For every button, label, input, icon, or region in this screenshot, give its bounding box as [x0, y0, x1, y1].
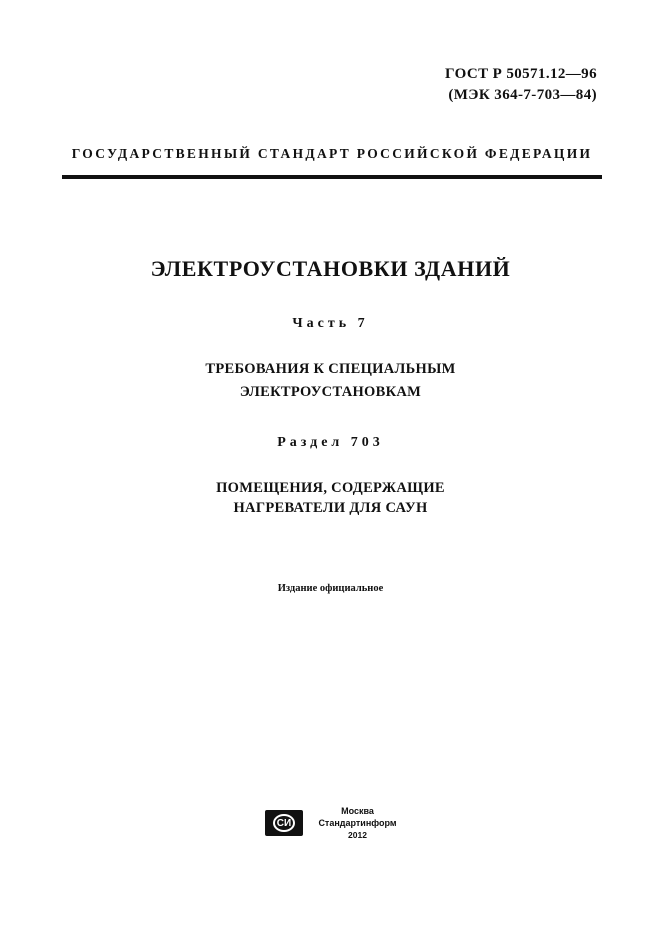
- edition-note: Издание официальное: [277, 583, 384, 594]
- section-title-line-1: ПОМЕЩЕНИЯ, СОДЕРЖАЩИЕ: [216, 480, 445, 496]
- part-title-line-2: ЭЛЕКТРОУСТАНОВКАМ: [239, 384, 422, 400]
- logo-ring: СИ: [273, 814, 295, 832]
- publication-year: 2012: [348, 830, 367, 840]
- iec-reference: (МЭК 364-7-703—84): [448, 87, 597, 103]
- section-label: Раздел 703: [277, 435, 384, 450]
- publisher-city: Москва: [341, 806, 374, 816]
- standard-number: ГОСТ Р 50571.12—96: [445, 66, 597, 82]
- header-divider: [62, 175, 602, 179]
- part-label: Часть 7: [292, 316, 369, 331]
- publisher-name: Стандартинформ: [318, 818, 397, 828]
- part-title-line-1: ТРЕБОВАНИЯ К СПЕЦИАЛЬНЫМ: [205, 361, 456, 377]
- document-title: ЭЛЕКТРОУСТАНОВКИ ЗДАНИЙ: [150, 256, 511, 281]
- section-title-line-2: НАГРЕВАТЕЛИ ДЛЯ САУН: [233, 500, 428, 516]
- document-header: ГОСУДАРСТВЕННЫЙ СТАНДАРТ РОССИЙСКОЙ ФЕДЕРАЦИИ: [71, 146, 593, 161]
- publisher-logo-icon: [265, 810, 303, 836]
